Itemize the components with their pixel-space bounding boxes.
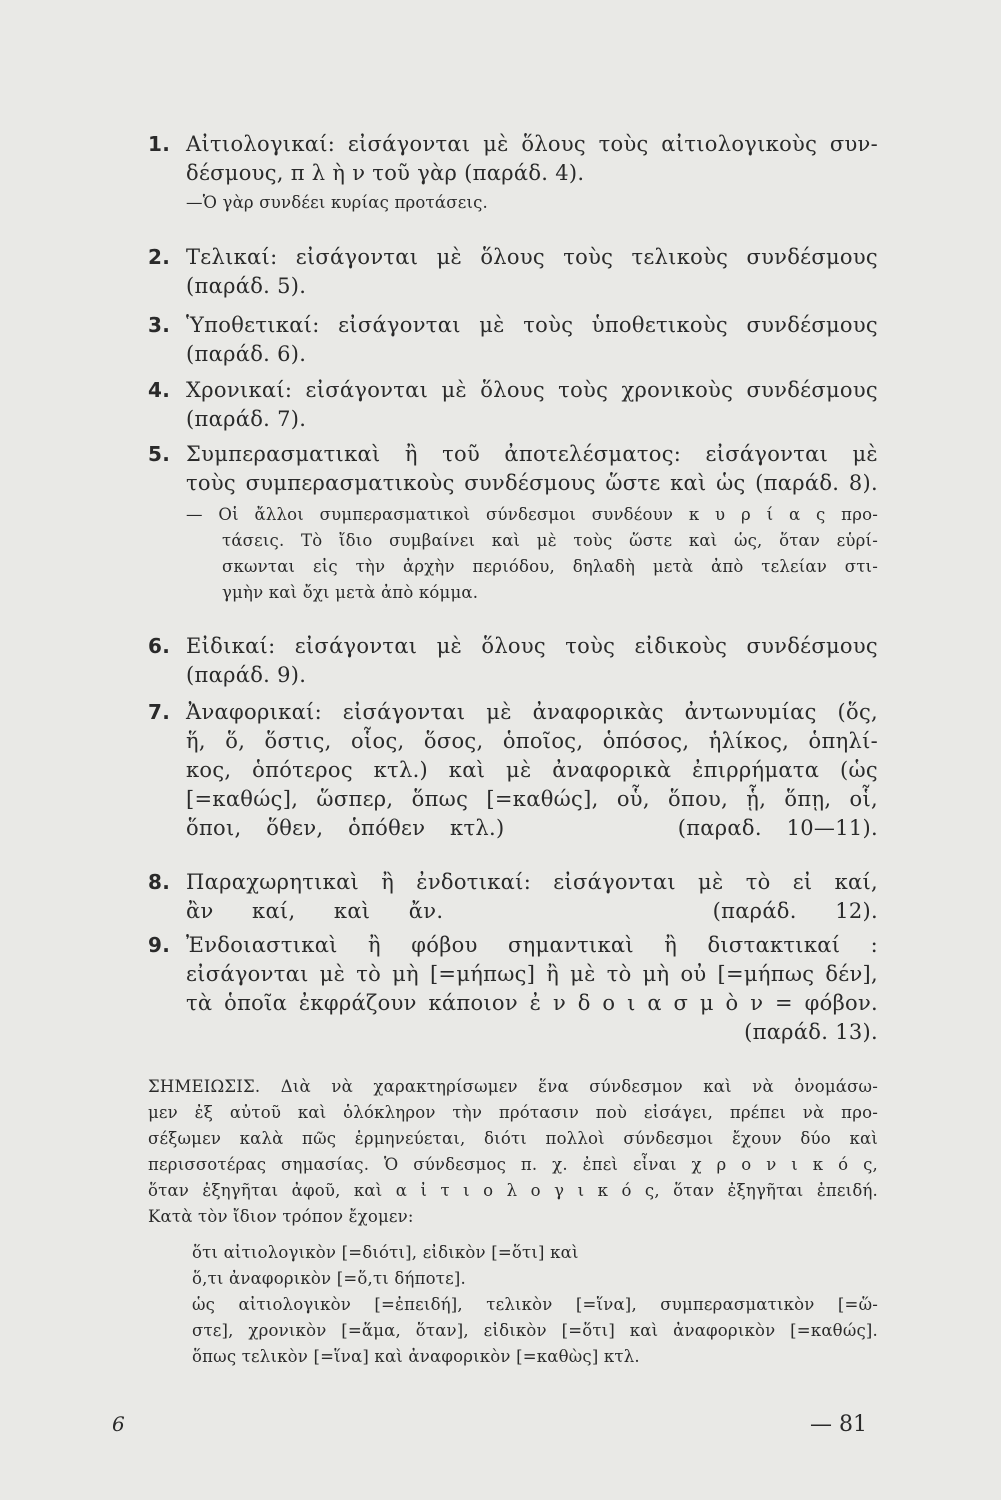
remarks-section bbox=[148, 1074, 878, 1230]
item-number: 1. bbox=[148, 132, 171, 156]
item-line: [=καθώς], ὥσπερ, ὅπως [=καθώς], οὗ, ὅπου, ᾗ, ὅπῃ, οἷ, bbox=[186, 787, 878, 811]
item-line: Χρονικαί: εἰσάγονται μὲ ὅλους τοὺς χρονικοὺς συνδέσμους bbox=[186, 378, 878, 402]
item-number: 2. bbox=[148, 245, 171, 269]
example-line: ὡς αἰτιολογικὸν [=ἐπειδή], τελικὸν [=ἵνα], συμπερασματικὸν [=ὥ- bbox=[192, 1295, 878, 1314]
item-line: Συμπερασματικαὶ ἢ τοῦ ἀποτελέσματος: εἰσάγονται μὲ bbox=[186, 442, 878, 466]
item-line: Ἐνδοιαστικαὶ ἢ φόβου σημαντικαὶ ἢ διστακτικαί : bbox=[186, 933, 878, 957]
remarks-line: μεν ἐξ αὐτοῦ καὶ ὁλόκληρον τὴν πρότασιν ποὺ εἰσάγει, πρέπει νὰ προ- bbox=[148, 1103, 878, 1122]
item-note-line: σκωνται εἰς τὴν ἀρχὴν περιόδου, δηλαδὴ μετὰ ἀπὸ τελείαν στι- bbox=[222, 557, 878, 576]
item-line: (παράδ. 7). bbox=[186, 407, 307, 431]
list-item-9 bbox=[148, 931, 878, 1047]
item-line: δέσμους, π λ ὴ ν τοῦ γὰρ (παράδ. 4). bbox=[186, 161, 585, 185]
item-line: (παράδ. 9). bbox=[186, 663, 307, 687]
item-number: 4. bbox=[148, 378, 171, 402]
item-line: Ὑποθετικαί: εἰσάγονται μὲ τοὺς ὑποθετικοὺς συνδέσμους bbox=[186, 313, 878, 337]
remarks-line: ΣΗΜΕΙΩΣΙΣ. Διὰ νὰ χαρακτηρίσωμεν ἕνα σύνδεσμον καὶ νὰ ὀνομάσω- bbox=[148, 1077, 878, 1096]
item-line: κος, ὁπότερος κτλ.) καὶ μὲ ἀναφορικὰ ἐπιρρήματα (ὡς bbox=[186, 758, 878, 782]
remarks-line: περισσοτέρας σημασίας. Ὁ σύνδεσμος π. χ. ἐπεὶ εἶναι χ ρ ο ν ι κ ό ς, bbox=[148, 1155, 878, 1174]
example-line: ὅπως τελικὸν [=ἵνα] καὶ ἀναφορικὸν [=καθὼς] κτλ. bbox=[192, 1347, 640, 1366]
signature-mark: 6 bbox=[112, 1412, 125, 1436]
item-line: Εἰδικαί: εἰσάγονται μὲ ὅλους τοὺς εἰδικοὺς συνδέσμους bbox=[186, 634, 878, 658]
example-line: ὅ,τι ἀναφορικὸν [=ὅ,τι δήποτε]. bbox=[192, 1269, 466, 1288]
item-number: 3. bbox=[148, 313, 171, 337]
item-note-line: τάσεις. Τὸ ἴδιο συμβαίνει καὶ μὲ τοὺς ὥστε καὶ ὡς, ὅταν εὑρί- bbox=[222, 531, 878, 550]
item-note: —Ὁ γὰρ συνδέει κυρίας προτάσεις. bbox=[186, 193, 488, 212]
examples-list bbox=[192, 1240, 878, 1370]
example-line: ὅτι αἰτιολογικὸν [=διότι], εἰδικὸν [=ὅτι] καὶ bbox=[192, 1243, 579, 1262]
item-line: Τελικαί: εἰσάγονται μὲ ὅλους τοὺς τελικοὺς συνδέσμους bbox=[186, 245, 878, 269]
item-number: 7. bbox=[148, 700, 171, 724]
item-line: ὅποι, ὅθεν, ὁπόθεν κτλ.) (παραδ. 10—11). bbox=[186, 816, 878, 840]
list-item-6 bbox=[148, 632, 878, 690]
item-line: τοὺς συμπερασματικοὺς συνδέσμους ὥστε καὶ ὡς (παράδ. 8). bbox=[186, 471, 878, 495]
item-number: 6. bbox=[148, 634, 171, 658]
list-item-3 bbox=[148, 311, 878, 369]
item-number: 5. bbox=[148, 442, 171, 466]
page-number: — 81 bbox=[810, 1412, 867, 1437]
item-line: Ἀναφορικαί: εἰσάγονται μὲ ἀναφορικὰς ἀντωνυμίας (ὅς, bbox=[186, 700, 878, 724]
item-line: (παράδ. 6). bbox=[186, 342, 307, 366]
list-item-8 bbox=[148, 868, 878, 926]
list-item-1 bbox=[148, 130, 878, 216]
item-number: 9. bbox=[148, 933, 171, 957]
item-line: ἂν καί, καὶ ἄν. (παράδ. 12). bbox=[186, 899, 878, 923]
example-line: στε], χρονικὸν [=ἅμα, ὅταν], εἰδικὸν [=ὅτι] καὶ ἀναφορικὸν [=καθώς]. bbox=[192, 1321, 878, 1340]
remarks-line: σέξωμεν καλὰ πῶς ἑρμηνεύεται, διότι πολλοὶ σύνδεσμοι ἔχουν δύο καὶ bbox=[148, 1129, 878, 1148]
item-line: (παράδ. 5). bbox=[186, 274, 307, 298]
remarks-line: ὅταν ἐξηγῆται ἀφοῦ, καὶ α ἰ τ ι ο λ ο γ ι κ ό ς, ὅταν ἐξηγῆται ἐπειδή. bbox=[148, 1181, 878, 1200]
list-item-4 bbox=[148, 376, 878, 434]
item-line: Αἰτιολογικαί: εἰσάγονται μὲ ὅλους τοὺς αἰτιολογικοὺς συν- bbox=[186, 132, 878, 156]
list-item-7 bbox=[148, 698, 878, 843]
item-line: Παραχωρητικαὶ ἢ ἐνδοτικαί: εἰσάγονται μὲ τὸ εἰ καί, bbox=[186, 870, 878, 894]
item-note-line: γμὴν καὶ ὄχι μετὰ ἀπὸ κόμμα. bbox=[222, 583, 479, 602]
item-line: ἥ, ὅ, ὅστις, οἷος, ὅσος, ὁποῖος, ὁπόσος, ἡλίκος, ὁπηλί- bbox=[186, 729, 878, 753]
item-line: εἰσάγονται μὲ τὸ μὴ [=μήπως] ἢ μὲ τὸ μὴ οὐ [=μήπως δέν], bbox=[186, 962, 878, 986]
remarks-line: Κατὰ τὸν ἴδιον τρόπον ἔχομεν: bbox=[148, 1207, 414, 1226]
item-number: 8. bbox=[148, 870, 171, 894]
item-line: τὰ ὁποῖα ἐκφράζουν κάποιον ἐ ν δ ο ι α σ μ ὸ ν = φόβον. bbox=[186, 991, 878, 1015]
list-item-5 bbox=[148, 440, 878, 606]
item-line: (παράδ. 13). bbox=[744, 1020, 878, 1044]
item-note-line: — Οἱ ἄλλοι συμπερασματικοὶ σύνδεσμοι συνδέουν κ υ ρ ί α ς προ- bbox=[186, 505, 878, 524]
list-item-2 bbox=[148, 243, 878, 301]
